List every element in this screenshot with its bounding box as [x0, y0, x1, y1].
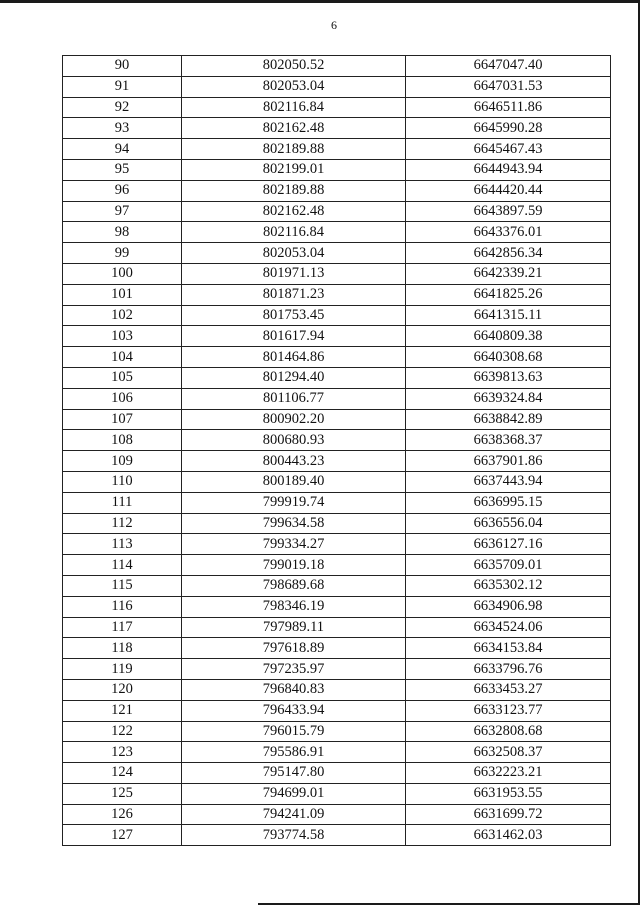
table-row	[63, 825, 611, 846]
coordinates-table	[62, 55, 611, 846]
x-coordinate-cell: 801753.45	[182, 305, 406, 326]
y-coordinate-cell: 6631462.03	[406, 825, 611, 846]
y-coordinate-cell: 6633796.76	[406, 659, 611, 680]
table-row	[63, 471, 611, 492]
point-number-cell: 94	[63, 139, 182, 160]
y-coordinate-cell: 6647031.53	[406, 76, 611, 97]
x-coordinate-cell: 800443.23	[182, 451, 406, 472]
x-coordinate-cell: 794699.01	[182, 783, 406, 804]
y-coordinate-cell: 6642856.34	[406, 243, 611, 264]
point-number-cell: 113	[63, 534, 182, 555]
y-coordinate-cell: 6642339.21	[406, 263, 611, 284]
table-row	[63, 804, 611, 825]
point-number-cell: 103	[63, 326, 182, 347]
y-coordinate-cell: 6638368.37	[406, 430, 611, 451]
y-coordinate-cell: 6641315.11	[406, 305, 611, 326]
x-coordinate-cell: 796840.83	[182, 679, 406, 700]
x-coordinate-cell: 799334.27	[182, 534, 406, 555]
table-row	[63, 596, 611, 617]
table-row	[63, 159, 611, 180]
x-coordinate-cell: 802116.84	[182, 222, 406, 243]
point-number-cell: 98	[63, 222, 182, 243]
y-coordinate-cell: 6631699.72	[406, 804, 611, 825]
x-coordinate-cell: 802162.48	[182, 118, 406, 139]
point-number-cell: 92	[63, 97, 182, 118]
y-coordinate-cell: 6643376.01	[406, 222, 611, 243]
x-coordinate-cell: 802199.01	[182, 159, 406, 180]
point-number-cell: 97	[63, 201, 182, 222]
table-row	[63, 534, 611, 555]
y-coordinate-cell: 6635302.12	[406, 575, 611, 596]
table-row	[63, 97, 611, 118]
x-coordinate-cell: 795586.91	[182, 742, 406, 763]
point-number-cell: 101	[63, 284, 182, 305]
table-row	[63, 201, 611, 222]
table-row	[63, 56, 611, 77]
x-coordinate-cell: 802050.52	[182, 56, 406, 77]
y-coordinate-cell: 6646511.86	[406, 97, 611, 118]
y-coordinate-cell: 6632223.21	[406, 763, 611, 784]
table-row	[63, 243, 611, 264]
point-number-cell: 100	[63, 263, 182, 284]
x-coordinate-cell: 798346.19	[182, 596, 406, 617]
x-coordinate-cell: 800680.93	[182, 430, 406, 451]
point-number-cell: 112	[63, 513, 182, 534]
x-coordinate-cell: 797618.89	[182, 638, 406, 659]
y-coordinate-cell: 6635709.01	[406, 555, 611, 576]
x-coordinate-cell: 801294.40	[182, 367, 406, 388]
y-coordinate-cell: 6636556.04	[406, 513, 611, 534]
y-coordinate-cell: 6633123.77	[406, 700, 611, 721]
point-number-cell: 127	[63, 825, 182, 846]
point-number-cell: 104	[63, 347, 182, 368]
x-coordinate-cell: 802053.04	[182, 243, 406, 264]
table-row	[63, 284, 611, 305]
table-row	[63, 305, 611, 326]
table-row	[63, 347, 611, 368]
point-number-cell: 119	[63, 659, 182, 680]
point-number-cell: 126	[63, 804, 182, 825]
point-number-cell: 90	[63, 56, 182, 77]
y-coordinate-cell: 6637901.86	[406, 451, 611, 472]
table-row	[63, 659, 611, 680]
table-row	[63, 783, 611, 804]
y-coordinate-cell: 6634524.06	[406, 617, 611, 638]
table-row	[63, 721, 611, 742]
x-coordinate-cell: 802053.04	[182, 76, 406, 97]
x-coordinate-cell: 802116.84	[182, 97, 406, 118]
y-coordinate-cell: 6639813.63	[406, 367, 611, 388]
y-coordinate-cell: 6644943.94	[406, 159, 611, 180]
y-coordinate-cell: 6639324.84	[406, 388, 611, 409]
y-coordinate-cell: 6633453.27	[406, 679, 611, 700]
scan-border-top	[0, 0, 640, 3]
point-number-cell: 120	[63, 679, 182, 700]
page-number: 6	[331, 18, 337, 32]
y-coordinate-cell: 6640809.38	[406, 326, 611, 347]
point-number-cell: 110	[63, 471, 182, 492]
x-coordinate-cell: 800189.40	[182, 471, 406, 492]
table-row	[63, 430, 611, 451]
x-coordinate-cell: 796433.94	[182, 700, 406, 721]
point-number-cell: 124	[63, 763, 182, 784]
point-number-cell: 96	[63, 180, 182, 201]
table-row	[63, 367, 611, 388]
table-row	[63, 742, 611, 763]
point-number-cell: 122	[63, 721, 182, 742]
y-coordinate-cell: 6643897.59	[406, 201, 611, 222]
y-coordinate-cell: 6631953.55	[406, 783, 611, 804]
table-row	[63, 326, 611, 347]
point-number-cell: 123	[63, 742, 182, 763]
x-coordinate-cell: 801971.13	[182, 263, 406, 284]
point-number-cell: 118	[63, 638, 182, 659]
x-coordinate-cell: 802189.88	[182, 139, 406, 160]
point-number-cell: 95	[63, 159, 182, 180]
point-number-cell: 93	[63, 118, 182, 139]
point-number-cell: 91	[63, 76, 182, 97]
y-coordinate-cell: 6634906.98	[406, 596, 611, 617]
table-row	[63, 409, 611, 430]
point-number-cell: 117	[63, 617, 182, 638]
y-coordinate-cell: 6645990.28	[406, 118, 611, 139]
point-number-cell: 121	[63, 700, 182, 721]
point-number-cell: 99	[63, 243, 182, 264]
x-coordinate-cell: 798689.68	[182, 575, 406, 596]
table-row	[63, 555, 611, 576]
table-row	[63, 763, 611, 784]
point-number-cell: 109	[63, 451, 182, 472]
x-coordinate-cell: 795147.80	[182, 763, 406, 784]
point-number-cell: 114	[63, 555, 182, 576]
y-coordinate-cell: 6641825.26	[406, 284, 611, 305]
point-number-cell: 125	[63, 783, 182, 804]
x-coordinate-cell: 797235.97	[182, 659, 406, 680]
table-row	[63, 638, 611, 659]
table-row	[63, 679, 611, 700]
x-coordinate-cell: 802189.88	[182, 180, 406, 201]
y-coordinate-cell: 6637443.94	[406, 471, 611, 492]
y-coordinate-cell: 6632808.68	[406, 721, 611, 742]
table-row	[63, 76, 611, 97]
table-row	[63, 388, 611, 409]
y-coordinate-cell: 6638842.89	[406, 409, 611, 430]
point-number-cell: 116	[63, 596, 182, 617]
y-coordinate-cell: 6645467.43	[406, 139, 611, 160]
table-row	[63, 118, 611, 139]
x-coordinate-cell: 801871.23	[182, 284, 406, 305]
table-row	[63, 222, 611, 243]
y-coordinate-cell: 6636127.16	[406, 534, 611, 555]
x-coordinate-cell: 796015.79	[182, 721, 406, 742]
x-coordinate-cell: 797989.11	[182, 617, 406, 638]
x-coordinate-cell: 801617.94	[182, 326, 406, 347]
table-row	[63, 492, 611, 513]
table-row	[63, 617, 611, 638]
table-row	[63, 139, 611, 160]
x-coordinate-cell: 800902.20	[182, 409, 406, 430]
point-number-cell: 111	[63, 492, 182, 513]
y-coordinate-cell: 6634153.84	[406, 638, 611, 659]
x-coordinate-cell: 793774.58	[182, 825, 406, 846]
x-coordinate-cell: 799019.18	[182, 555, 406, 576]
table-row	[63, 700, 611, 721]
table-row	[63, 575, 611, 596]
point-number-cell: 106	[63, 388, 182, 409]
x-coordinate-cell: 802162.48	[182, 201, 406, 222]
y-coordinate-cell: 6636995.15	[406, 492, 611, 513]
y-coordinate-cell: 6632508.37	[406, 742, 611, 763]
point-number-cell: 102	[63, 305, 182, 326]
table-row	[63, 263, 611, 284]
point-number-cell: 107	[63, 409, 182, 430]
x-coordinate-cell: 801106.77	[182, 388, 406, 409]
x-coordinate-cell: 799919.74	[182, 492, 406, 513]
table-row	[63, 451, 611, 472]
x-coordinate-cell: 801464.86	[182, 347, 406, 368]
y-coordinate-cell: 6647047.40	[406, 56, 611, 77]
x-coordinate-cell: 799634.58	[182, 513, 406, 534]
table-row	[63, 180, 611, 201]
y-coordinate-cell: 6644420.44	[406, 180, 611, 201]
point-number-cell: 105	[63, 367, 182, 388]
point-number-cell: 115	[63, 575, 182, 596]
x-coordinate-cell: 794241.09	[182, 804, 406, 825]
coordinates-table-body	[63, 56, 611, 846]
point-number-cell: 108	[63, 430, 182, 451]
table-row	[63, 513, 611, 534]
y-coordinate-cell: 6640308.68	[406, 347, 611, 368]
